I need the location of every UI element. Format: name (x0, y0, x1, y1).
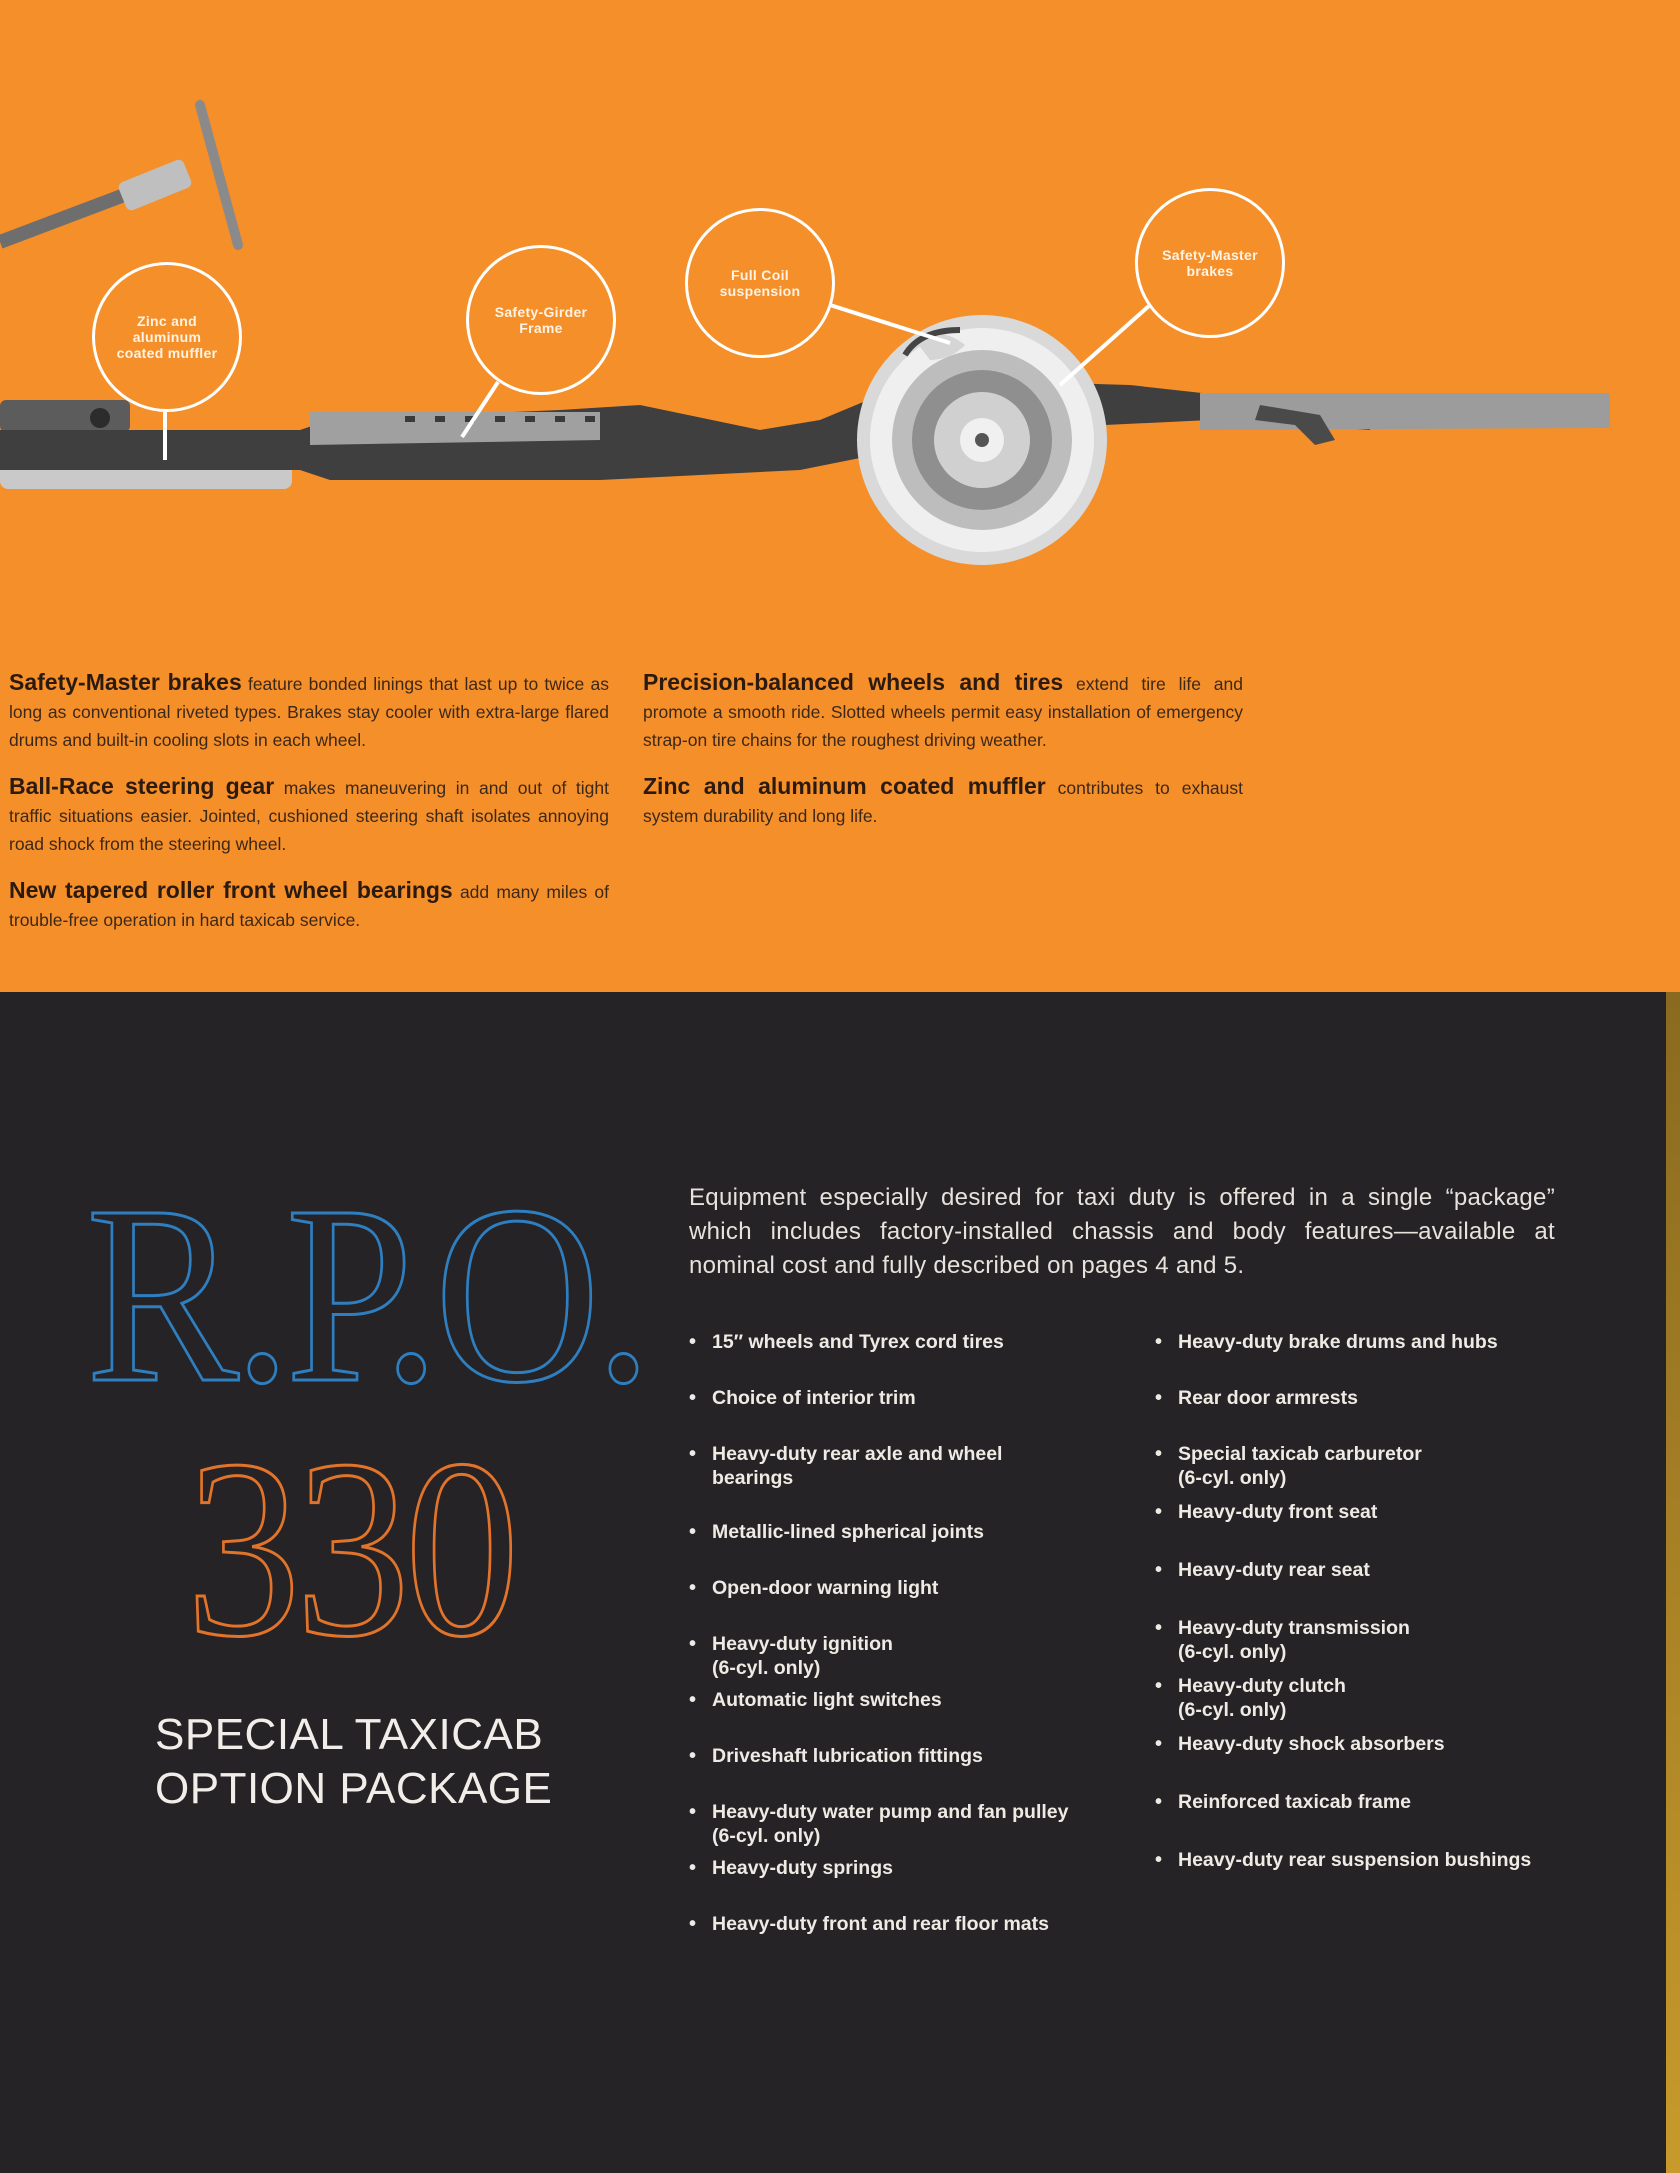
feature-lead: Safety-Master brakes (9, 669, 242, 695)
callout-coil-label: Full Coil suspension (719, 267, 801, 299)
callout-frame-label: Safety-Girder Frame (494, 304, 588, 336)
page-edge-strip (1666, 992, 1680, 2173)
steering-column (0, 105, 238, 245)
wheel-assembly (857, 315, 1107, 565)
subtitle-line-2: OPTION PACKAGE (155, 1764, 553, 1813)
feature-coated-muffler (643, 772, 1243, 830)
features-right-column (643, 668, 1243, 848)
feature-lead: Precision-balanced wheels and tires (643, 669, 1064, 695)
options-list-left (689, 1330, 1159, 1968)
package-intro: Equipment especially desired for taxi duty is offered in a single “package” which includes factory-installed chassis and body features—available at nominal cost and fully described on pages 4 and 5. (689, 1184, 1555, 1279)
option-item: • Heavy-duty ignition (6-cyl. only) (689, 1632, 1159, 1688)
feature-body: makes maneuvering in and out of tight traffic situations easier. Jointed, cushioned steering shaft isolates annoying road shock from the steering wheel. (9, 778, 609, 854)
options-list-right (1155, 1330, 1585, 1906)
feature-ball-race-steering (9, 772, 609, 858)
feature-safety-master-brakes (9, 668, 609, 754)
option-item: • Open-door warning light (689, 1576, 1159, 1632)
option-item: • Driveshaft lubrication fittings (689, 1744, 1159, 1800)
option-item: • Choice of interior trim (689, 1386, 1159, 1442)
callout-full-coil-suspension (685, 208, 835, 358)
package-subtitle (155, 1708, 552, 1816)
option-item: • Automatic light switches (689, 1688, 1159, 1744)
feature-body: add many miles of trouble-free operation in hard taxicab service. (9, 882, 609, 930)
option-item: • Reinforced taxicab frame (1155, 1790, 1585, 1848)
option-item: • Heavy-duty shock absorbers (1155, 1732, 1585, 1790)
callout-muffler (92, 262, 242, 412)
option-item: • Rear door armrests (1155, 1386, 1585, 1442)
option-item: • Heavy-duty springs (689, 1856, 1159, 1912)
feature-balanced-wheels (643, 668, 1243, 754)
frame-rail (0, 380, 1610, 480)
feature-body: feature bonded linings that last up to twice as long as conventional riveted types. Brakes stay cooler with extra-large flared drums and built-in cooling slots in each wheel. (9, 674, 609, 750)
features-left-column (9, 668, 609, 952)
option-item: • Heavy-duty front and rear floor mats (689, 1912, 1159, 1968)
callout-safety-girder-frame (466, 245, 616, 395)
feature-lead: New tapered roller front wheel bearings (9, 877, 453, 903)
rpo-number: 330 (186, 1408, 515, 1690)
option-item: • Special taxicab carburetor (6-cyl. only) (1155, 1442, 1585, 1500)
option-item: • Metallic-lined spherical joints (689, 1520, 1159, 1576)
callout-safety-master-brakes (1135, 188, 1285, 338)
feature-lead: Ball-Race steering gear (9, 773, 275, 799)
chassis-section (0, 0, 1680, 992)
option-item: • Heavy-duty water pump and fan pulley (6-cyl. only) (689, 1800, 1159, 1856)
option-item: • Heavy-duty rear suspension bushings (1155, 1848, 1585, 1906)
callout-brakes-label: Safety-Master brakes (1162, 247, 1258, 279)
option-item: • Heavy-duty rear axle and wheel bearings (689, 1442, 1159, 1520)
option-item: • Heavy-duty brake drums and hubs (1155, 1330, 1585, 1386)
feature-roller-bearings (9, 876, 609, 934)
option-item: • Heavy-duty clutch (6-cyl. only) (1155, 1674, 1585, 1732)
option-item: • Heavy-duty rear seat (1155, 1558, 1585, 1616)
callout-muffler-label: Zinc and aluminum coated muffler (116, 313, 218, 361)
feature-body: extend tire life and promote a smooth ride. Slotted wheels permit easy installation of emergency strap-on tire chains for the roughest driving weather. (643, 674, 1243, 750)
chassis-illustration (0, 0, 1680, 640)
option-item: • Heavy-duty transmission (6-cyl. only) (1155, 1616, 1585, 1674)
feature-lead: Zinc and aluminum coated muffler (643, 773, 1046, 799)
option-item: • 15″ wheels and Tyrex cord tires (689, 1330, 1159, 1386)
feature-body: contributes to exhaust system durability and long life. (643, 778, 1244, 826)
rpo-heading: R.P.O. (86, 1154, 647, 1436)
subtitle-line-1: SPECIAL TAXICAB (155, 1710, 544, 1759)
option-item: • Heavy-duty front seat (1155, 1500, 1585, 1558)
